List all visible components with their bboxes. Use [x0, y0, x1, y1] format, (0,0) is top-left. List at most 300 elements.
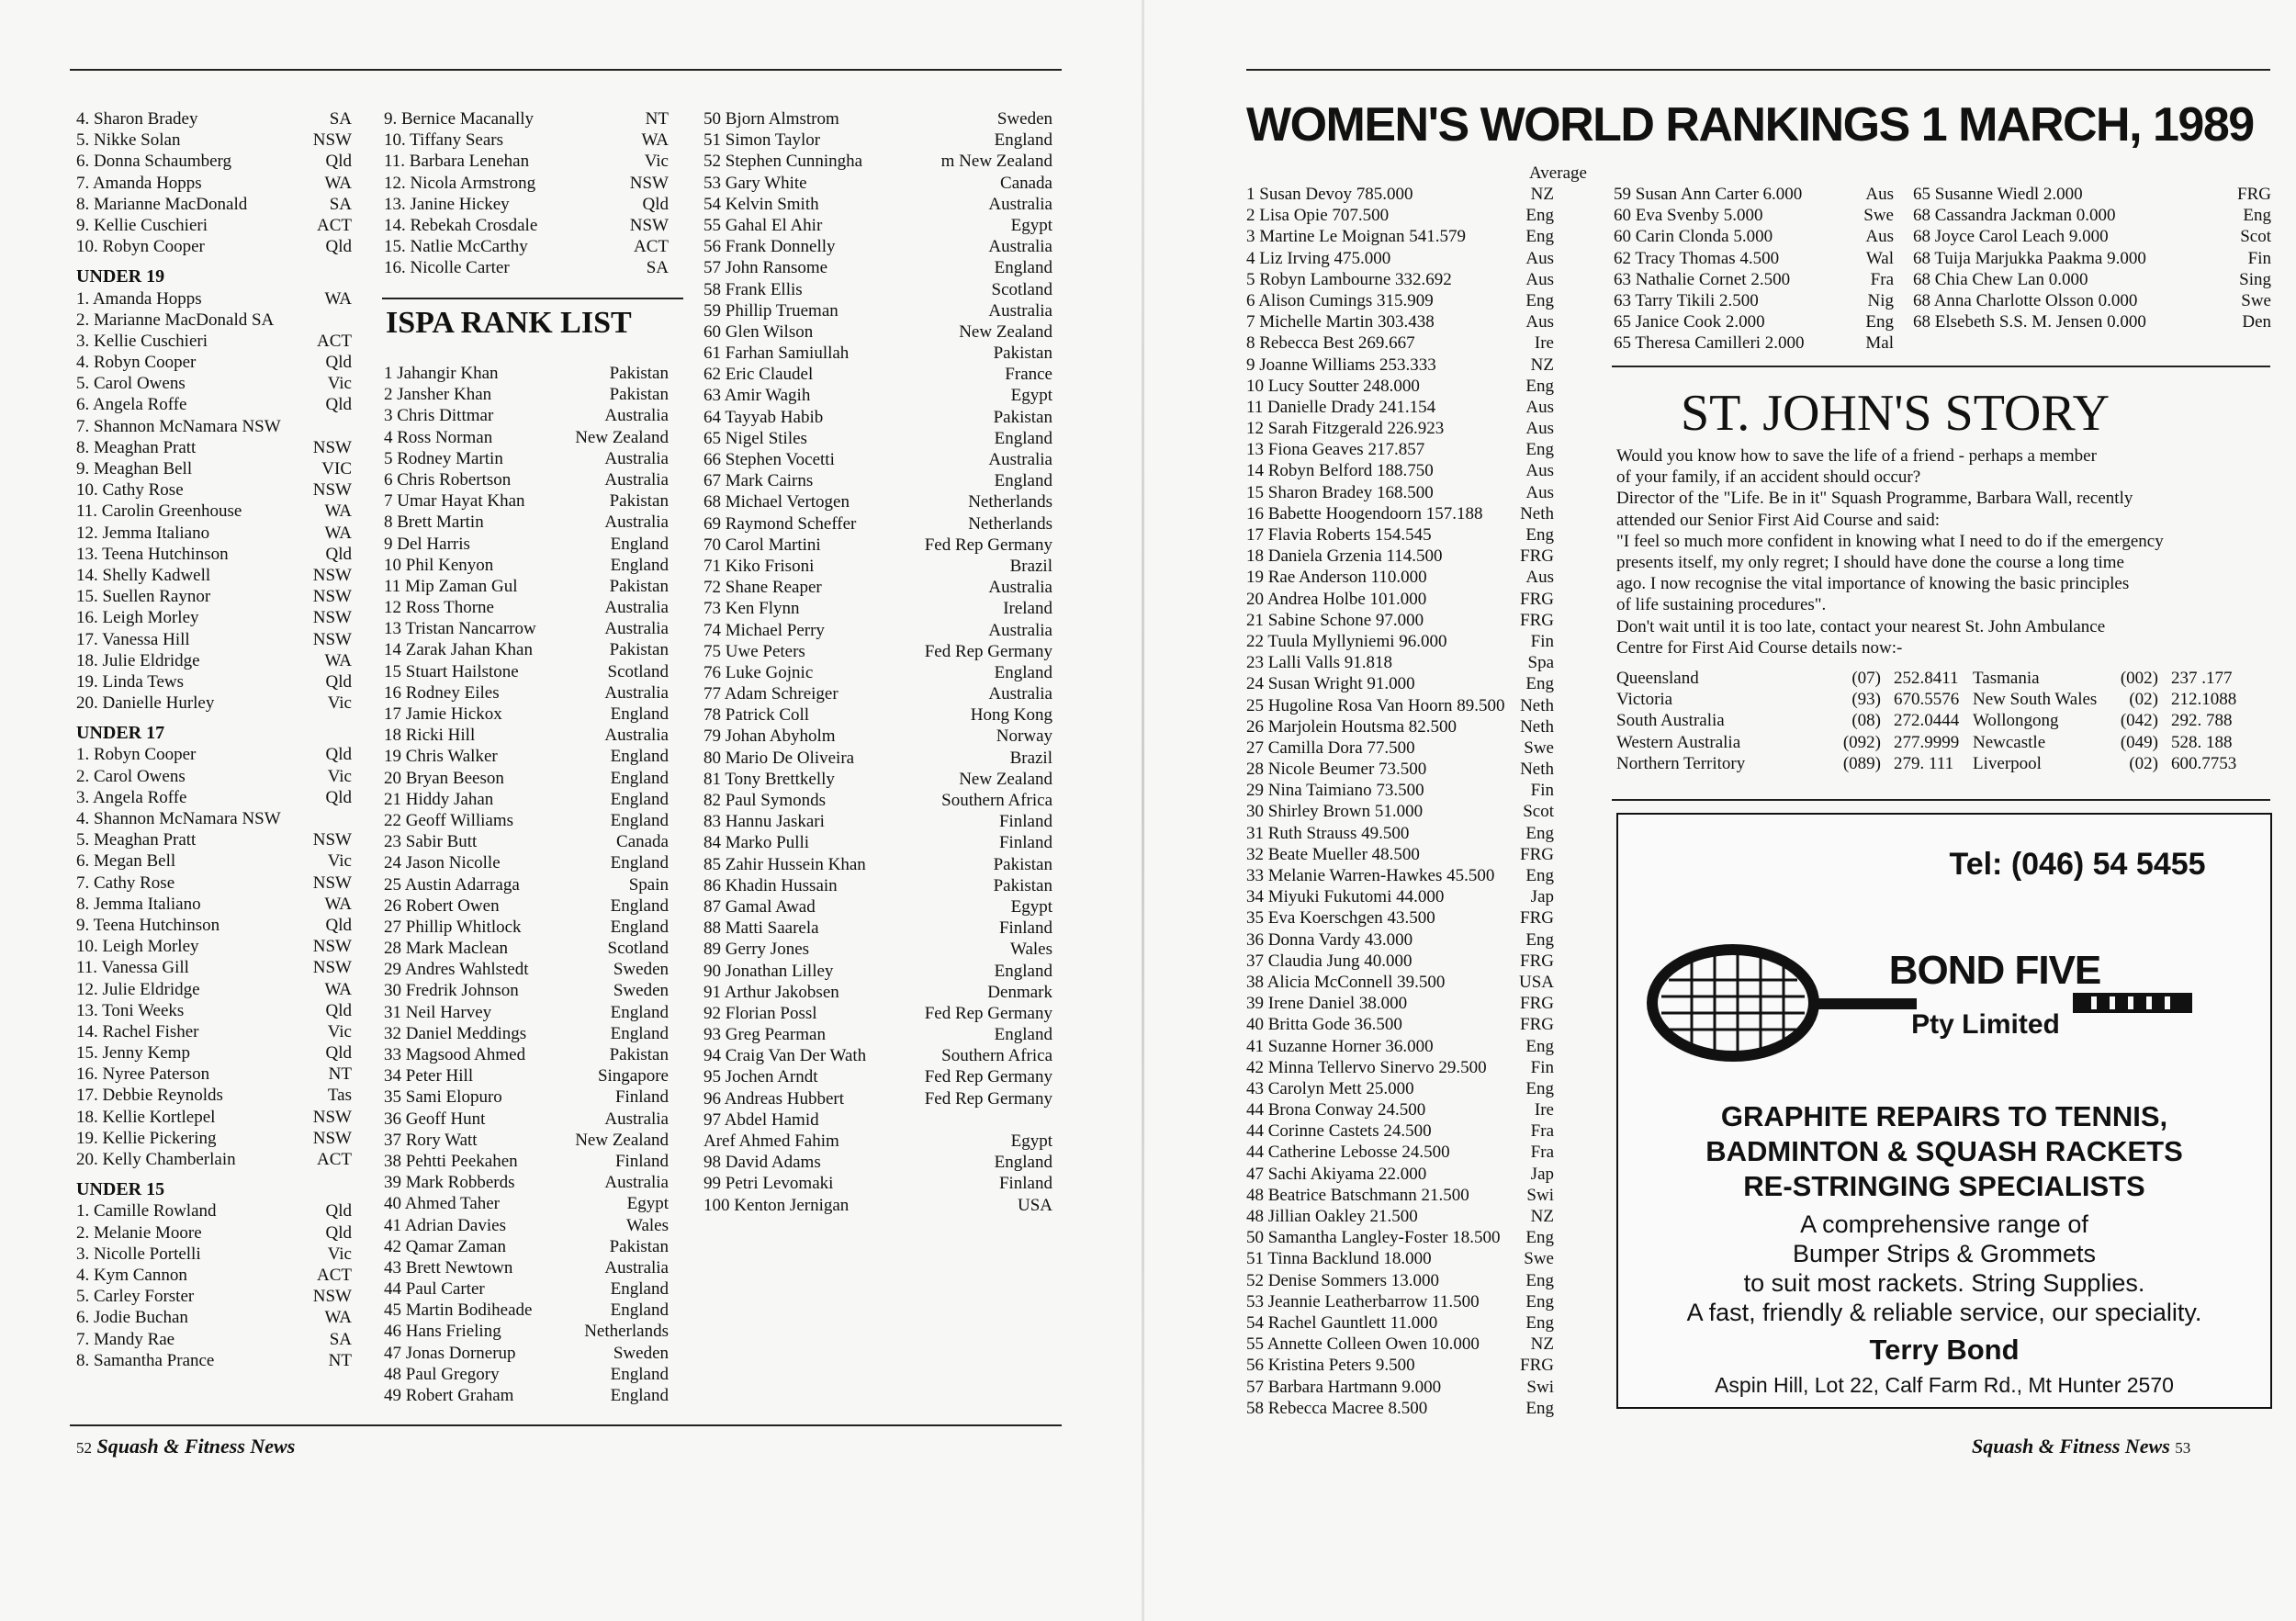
entry-value: FRG: [1520, 610, 1554, 630]
entry-value: NSW: [312, 480, 352, 501]
entry-name: 65 Susanne Wiedl 2.000: [1913, 185, 2083, 204]
entry-name: 17 Jamie Hickox: [384, 704, 502, 724]
contact-cell: 272.0444: [1894, 711, 1960, 731]
list-item: [384, 194, 669, 215]
entry-value: Fed Rep Germany: [924, 1003, 1052, 1023]
entry-value: England: [610, 747, 669, 767]
entry-value: England: [994, 961, 1052, 981]
list-item: [384, 1321, 669, 1342]
list-item: [1913, 205, 2271, 226]
list-item: [76, 129, 352, 151]
entry-value: Australia: [604, 512, 669, 533]
entry-value: NSW: [312, 1107, 352, 1127]
ispa-list-continued: [703, 108, 1052, 1216]
list-item: [703, 1152, 1052, 1173]
ad-rule: [1612, 799, 2270, 801]
ad-brand: BOND FIVE: [1888, 948, 2101, 993]
contact-cell: (092): [1842, 732, 1881, 752]
contact-cell: 292. 788: [2171, 711, 2233, 731]
entry-name: 11 Danielle Drady 241.154: [1246, 397, 1436, 417]
entry-value: NT: [328, 1350, 352, 1370]
entry-value: ACT: [317, 215, 352, 235]
entry-name: 6. Megan Bell: [76, 851, 176, 872]
footer-left: [76, 1435, 295, 1458]
list-item: [1246, 823, 1554, 844]
entry-value: Finland: [998, 1174, 1052, 1194]
entry-value: Fed Rep Germany: [924, 1067, 1052, 1087]
list-item: [1246, 1270, 1554, 1291]
entry-value: England: [994, 471, 1052, 491]
entry-name: 6. Jodie Buchan: [76, 1308, 188, 1328]
entry-name: 18. Julie Eldridge: [76, 650, 200, 670]
entry-name: 22 Geoff Williams: [384, 810, 514, 830]
entry-value: WA: [324, 523, 352, 543]
entry-value: NSW: [312, 830, 352, 850]
list-item: [1246, 929, 1554, 951]
open-rankings-list-continued: [384, 108, 669, 279]
entry-name: 20 Bryan Beeson: [384, 768, 504, 788]
list-item: [384, 768, 669, 789]
list-item: [1913, 311, 2271, 332]
list-item: [76, 1244, 352, 1265]
entry-value: Sweden: [613, 981, 669, 1001]
entry-value: Australia: [604, 1109, 669, 1129]
entry-value: Neth: [1520, 760, 1554, 780]
entry-value: Denmark: [987, 982, 1052, 1002]
story-line: Don't wait until it is too late, contact your nearest St. John Ambulance: [1616, 616, 2106, 636]
entry-value: NZ: [1530, 1334, 1554, 1355]
entry-value: Hong Kong: [970, 705, 1052, 726]
list-item: [703, 832, 1052, 853]
list-item: [384, 725, 669, 746]
entry-name: 3. Kellie Cuschieri: [76, 331, 208, 351]
entry-value: NT: [645, 109, 669, 129]
list-item: [384, 427, 669, 448]
entry-value: Eng: [1525, 929, 1554, 950]
entry-name: 31 Neil Harvey: [384, 1002, 492, 1022]
entry-name: 98 David Adams: [703, 1153, 821, 1173]
entry-name: 6 Alison Cumings 315.909: [1246, 290, 1434, 310]
entry-value: Qld: [325, 152, 352, 172]
list-item: [1246, 759, 1554, 780]
entry-value: Aus: [1525, 312, 1554, 332]
entry-name: 34 Peter Hill: [384, 1066, 474, 1086]
entry-value: Eng: [1525, 376, 1554, 396]
list-item: [384, 1343, 669, 1364]
entry-value: Neth: [1520, 503, 1554, 523]
story-line: Centre for First Aid Course details now:-: [1616, 637, 1903, 658]
contact-cell: 277.9999: [1894, 732, 1960, 752]
list-item: [703, 662, 1052, 683]
entry-name: Aref Ahmed Fahim: [703, 1131, 839, 1151]
list-item: [76, 394, 352, 415]
entry-name: 3 Martine Le Moignan 541.579: [1246, 227, 1467, 247]
entry-value: Aus: [1525, 397, 1554, 417]
entry-name: 18 Daniela Grzenia 114.500: [1246, 546, 1443, 567]
entry-name: 23 Lalli Valls 91.818: [1246, 653, 1393, 673]
list-item: [1246, 780, 1554, 801]
entry-value: WA: [324, 650, 352, 670]
entry-value: Aus: [1525, 248, 1554, 268]
list-item: [76, 1286, 352, 1307]
entry-value: Netherlands: [584, 1322, 669, 1342]
entry-value: USA: [1017, 1195, 1052, 1215]
list-item: [76, 1350, 352, 1371]
entry-value: NSW: [312, 437, 352, 457]
entry-name: 89 Gerry Jones: [703, 940, 810, 960]
under15-heading: UNDER 15: [76, 1179, 165, 1200]
entry-value: Egypt: [1010, 1131, 1052, 1151]
entry-value: Norway: [996, 726, 1052, 747]
entry-name: 100 Kenton Jernigan: [703, 1195, 850, 1215]
entry-name: 35 Eva Koerschgen 43.500: [1246, 908, 1435, 929]
entry-name: 48 Paul Gregory: [384, 1364, 500, 1384]
entry-name: 19 Chris Walker: [384, 747, 498, 767]
entry-name: 12. Julie Eldridge: [76, 979, 200, 999]
entry-value: NSW: [312, 130, 352, 151]
list-item: [76, 957, 352, 978]
list-item: [703, 173, 1052, 194]
list-item: [1246, 311, 1554, 332]
contact-cell: 237 .177: [2171, 669, 2233, 688]
entry-value: NSW: [312, 629, 352, 649]
list-item: [76, 850, 352, 872]
entry-value: Fra: [1870, 269, 1894, 289]
entry-value: Qld: [325, 745, 352, 765]
entry-name: 9. Teena Hutchinson: [76, 915, 220, 935]
list-item: [1614, 290, 1894, 311]
top-rule: [1246, 69, 2270, 71]
entry-value: Qld: [325, 915, 352, 935]
entry-name: 18. Kellie Kortlepel: [76, 1107, 216, 1127]
list-item: [384, 236, 669, 257]
entry-value: England: [610, 1300, 669, 1321]
contact-cell: (02): [2129, 753, 2158, 773]
entry-name: 86 Khadin Hussain: [703, 875, 838, 895]
entry-value: England: [610, 853, 669, 873]
entry-value: Pakistan: [609, 640, 669, 660]
entry-value: Australia: [604, 619, 669, 639]
entry-name: 68 Joyce Carol Leach 9.000: [1913, 227, 2109, 247]
entry-value: Eng: [1525, 1398, 1554, 1418]
entry-value: Southern Africa: [941, 791, 1052, 810]
entry-name: 28 Nicole Beumer 73.500: [1246, 760, 1427, 780]
list-item: [703, 1024, 1052, 1045]
ad-body-line: to suit most rackets. String Supplies.: [1743, 1269, 2145, 1297]
list-item: [76, 829, 352, 850]
top-rule: [70, 69, 1062, 71]
entry-value: Finland: [614, 1151, 669, 1171]
entry-value: Eng: [1525, 525, 1554, 545]
list-item: [384, 257, 669, 278]
contact-cell: (089): [1842, 753, 1881, 773]
entry-name: 55 Annette Colleen Owen 10.000: [1246, 1334, 1480, 1355]
entry-name: 10. Leigh Morley: [76, 937, 199, 957]
list-item: [384, 151, 669, 172]
entry-value: Australia: [988, 300, 1052, 321]
list-item: [76, 766, 352, 787]
entry-value: England: [610, 810, 669, 830]
entry-name: 13. Janine Hickey: [384, 194, 510, 214]
entry-value: Pakistan: [993, 854, 1052, 874]
entry-name: 24 Susan Wright 91.000: [1246, 674, 1415, 694]
women-rankings-column-3: [1913, 184, 2271, 332]
entry-name: 65 Janice Cook 2.000: [1614, 312, 1765, 332]
contact-row: [1616, 689, 2268, 710]
list-item: [76, 1149, 352, 1170]
entry-value: Qld: [325, 671, 352, 692]
entry-name: 41 Suzanne Horner 36.000: [1246, 1036, 1434, 1056]
entry-name: 81 Tony Brettkelly: [703, 769, 835, 789]
entry-name: 21 Hiddy Jahan: [384, 789, 494, 809]
entry-value: ACT: [634, 237, 669, 257]
entry-name: 1. Robyn Cooper: [76, 745, 197, 765]
entry-value: NSW: [629, 215, 669, 235]
entry-value: FRG: [1520, 951, 1554, 971]
list-item: [76, 607, 352, 628]
entry-name: 72 Shane Reaper: [703, 578, 822, 598]
entry-value: NZ: [1530, 355, 1554, 375]
entry-name: 80 Mario De Oliveira: [703, 748, 855, 768]
entry-name: 31 Ruth Strauss 49.500: [1246, 823, 1410, 843]
entry-name: 1 Susan Devoy 785.000: [1246, 185, 1413, 204]
entry-value: Pakistan: [609, 385, 669, 405]
entry-name: 13 Tristan Nancarrow: [384, 619, 536, 639]
list-item: [76, 586, 352, 607]
entry-value: NSW: [312, 872, 352, 893]
list-item: [1246, 993, 1554, 1014]
entry-value: NSW: [312, 958, 352, 978]
entry-name: 16. Nyree Paterson: [76, 1064, 210, 1085]
entry-value: Eng: [1525, 1228, 1554, 1248]
entry-value: ACT: [317, 331, 352, 351]
entry-value: Scotland: [607, 661, 669, 681]
entry-value: Swe: [2241, 290, 2271, 310]
list-item: [76, 458, 352, 479]
entry-name: 15. Suellen Raynor: [76, 587, 211, 607]
list-item: [1614, 269, 1894, 290]
entry-value: Pakistan: [993, 343, 1052, 364]
contact-cell: 528. 188: [2171, 732, 2233, 752]
entry-value: Qld: [325, 395, 352, 415]
entry-name: 36 Donna Vardy 43.000: [1246, 929, 1413, 950]
list-item: [703, 343, 1052, 364]
entry-name: 51 Tinna Backlund 18.000: [1246, 1249, 1432, 1269]
entry-value: USA: [1518, 972, 1554, 992]
list-item: [1246, 652, 1554, 673]
entry-value: New Zealand: [959, 769, 1052, 789]
entry-value: Pakistan: [993, 407, 1052, 427]
entry-name: 53 Jeannie Leatherbarrow 11.500: [1246, 1291, 1480, 1311]
list-item: [384, 874, 669, 895]
contact-row: [1616, 732, 2268, 753]
entry-value: FRG: [2237, 185, 2271, 204]
list-item: [384, 173, 669, 194]
list-item: [1246, 1248, 1554, 1269]
list-item: [76, 936, 352, 957]
entry-name: 39 Irene Daniel 38.000: [1246, 994, 1408, 1014]
publication-title: Squash & Fitness News: [1972, 1435, 2170, 1458]
entry-name: 46 Hans Frieling: [384, 1322, 501, 1342]
entry-value: VIC: [321, 459, 352, 478]
contact-cell: Queensland: [1616, 669, 1699, 688]
under17-heading: UNDER 17: [76, 723, 165, 744]
story-line: presents itself, my only regret; I should have done the course a long time: [1616, 553, 2124, 573]
list-item: [703, 194, 1052, 215]
entry-name: 53 Gary White: [703, 173, 807, 193]
entry-name: 2 Jansher Khan: [384, 385, 492, 405]
story-line: attended our Senior First Aid Course and said:: [1616, 510, 1940, 530]
list-item: [76, 501, 352, 522]
ispa-rank-list-title: ISPA RANK LIST: [386, 306, 632, 340]
list-item: [1246, 524, 1554, 546]
list-item: [703, 321, 1052, 343]
entry-value: Netherlands: [968, 513, 1052, 534]
list-item: [1246, 673, 1554, 694]
list-item: [1246, 1227, 1554, 1248]
list-item: [76, 1329, 352, 1350]
entry-name: 68 Anna Charlotte Olsson 0.000: [1913, 290, 2138, 310]
entry-value: Neth: [1520, 695, 1554, 715]
list-item: [1614, 184, 1894, 205]
entry-value: Eng: [1525, 227, 1554, 247]
entry-name: 26 Marjolein Houtsma 82.500: [1246, 716, 1458, 737]
entry-name: 45 Martin Bodiheade: [384, 1300, 533, 1321]
list-item: [703, 556, 1052, 577]
entry-name: 63 Amir Wagih: [703, 386, 811, 406]
entry-value: Australia: [988, 684, 1052, 704]
entry-name: 39 Mark Robberds: [384, 1173, 515, 1193]
entry-value: New Zealand: [575, 427, 669, 447]
entry-name: 44 Catherine Lebosse 24.500: [1246, 1143, 1450, 1163]
entry-value: Eng: [1525, 1270, 1554, 1290]
entry-name: 11. Barbara Lenehan: [384, 152, 530, 172]
list-item: [1614, 248, 1894, 269]
entry-value: Egypt: [1010, 896, 1052, 917]
list-item: [76, 310, 352, 331]
entry-value: New Zealand: [575, 1130, 669, 1150]
entry-value: Scot: [1523, 802, 1554, 822]
entry-name: 9 Joanne Williams 253.333: [1246, 355, 1436, 375]
entry-value: Sweden: [996, 109, 1052, 129]
contact-cell: (049): [2120, 732, 2158, 752]
entry-value: Ire: [1534, 1100, 1554, 1120]
bond-five-advertisement: [1616, 813, 2272, 1409]
entry-name: 40 Britta Gode 36.500: [1246, 1015, 1402, 1035]
contact-cell: Wollongong: [1973, 711, 2059, 731]
entry-name: 13 Fiona Geaves 217.857: [1246, 440, 1425, 460]
entry-value: Pakistan: [609, 1045, 669, 1064]
list-item: [703, 279, 1052, 300]
contact-cell: South Australia: [1616, 711, 1725, 731]
entry-name: 4. Sharon Bradey: [76, 109, 198, 129]
entry-name: 88 Matti Saarela: [703, 918, 819, 939]
list-item: [1246, 269, 1554, 290]
entry-name: 8. Marianne MacDonald: [76, 194, 248, 214]
entry-value: Vic: [327, 374, 352, 394]
list-item: [1246, 482, 1554, 503]
ad-body-line: A comprehensive range of: [1800, 1210, 2088, 1238]
story-line: Would you know how to save the life of a friend - perhaps a member: [1616, 446, 2097, 466]
entry-value: England: [610, 1002, 669, 1022]
ispa-list: [384, 363, 669, 1406]
entry-value: Qld: [325, 787, 352, 807]
entry-name: 22 Tuula Myllyniemi 96.000: [1246, 631, 1447, 651]
entry-name: 9. Bernice Macanally: [384, 109, 535, 129]
entry-value: Pakistan: [609, 491, 669, 512]
entry-value: Eng: [1525, 1312, 1554, 1333]
list-item: [76, 373, 352, 394]
entry-name: 91 Arthur Jakobsen: [703, 982, 839, 1002]
under15-list: [76, 1200, 352, 1371]
entry-value: Australia: [988, 450, 1052, 469]
ad-headline: [1618, 1099, 2270, 1204]
list-item: [1246, 1078, 1554, 1099]
list-item: [384, 490, 669, 512]
list-item: [703, 748, 1052, 769]
entry-name: 61 Farhan Samiullah: [703, 343, 850, 364]
list-item: [1913, 248, 2271, 269]
list-item: [703, 236, 1052, 257]
story-title: ST. JOHN'S STORY: [1681, 385, 2110, 442]
entry-name: 20. Danielle Hurley: [76, 693, 215, 714]
entry-name: 13. Teena Hutchinson: [76, 544, 229, 564]
entry-value: Finland: [998, 918, 1052, 939]
entry-value: Aus: [1525, 419, 1554, 439]
entry-name: 64 Tayyab Habib: [703, 407, 824, 427]
entry-name: 17. Vanessa Hill: [76, 629, 190, 649]
entry-name: 32 Beate Mueller 48.500: [1246, 844, 1420, 864]
list-item: [76, 915, 352, 936]
list-item: [1246, 376, 1554, 397]
list-item: [1246, 1120, 1554, 1142]
entry-value: Fin: [2247, 248, 2271, 268]
entry-name: 7. Amanda Hopps: [76, 173, 202, 193]
entry-value: FRG: [1520, 844, 1554, 864]
entry-name: 27 Phillip Whitlock: [384, 917, 522, 937]
entry-name: 47 Sachi Akiyama 22.000: [1246, 1164, 1427, 1184]
list-item: [384, 917, 669, 938]
story-text: [1616, 445, 2264, 659]
entry-name: 33 Melanie Warren-Hawkes 45.500: [1246, 866, 1495, 885]
list-item: [703, 151, 1052, 172]
entry-name: 4 Liz Irving 475.000: [1246, 248, 1391, 268]
entry-value: Australia: [604, 1173, 669, 1193]
entry-name: 1. Camille Rowland: [76, 1201, 217, 1221]
list-item: [1913, 269, 2271, 290]
entry-value: Pakistan: [993, 875, 1052, 895]
entry-name: 19. Kellie Pickering: [76, 1128, 217, 1148]
entry-value: NSW: [312, 1128, 352, 1148]
list-item: [76, 1200, 352, 1221]
entry-name: 52 Denise Sommers 13.000: [1246, 1270, 1440, 1290]
contact-cell: Victoria: [1616, 690, 1673, 710]
ad-body: [1618, 1210, 2270, 1327]
entry-name: 68 Elsebeth S.S. M. Jensen 0.000: [1913, 312, 2146, 332]
list-item: [384, 1151, 669, 1172]
entry-value: SA: [329, 194, 352, 214]
entry-value: Qld: [642, 194, 669, 214]
entry-name: 92 Florian Possl: [703, 1003, 817, 1023]
contact-cell: 670.5576: [1894, 690, 1960, 710]
list-item: [1246, 844, 1554, 865]
entry-name: 17. Debbie Reynolds: [76, 1086, 223, 1106]
list-item: [384, 704, 669, 725]
entry-name: 10 Phil Kenyon: [384, 555, 494, 575]
contact-cell: Tasmania: [1973, 669, 2040, 688]
entry-value: Pakistan: [609, 576, 669, 596]
list-item: [384, 1215, 669, 1236]
